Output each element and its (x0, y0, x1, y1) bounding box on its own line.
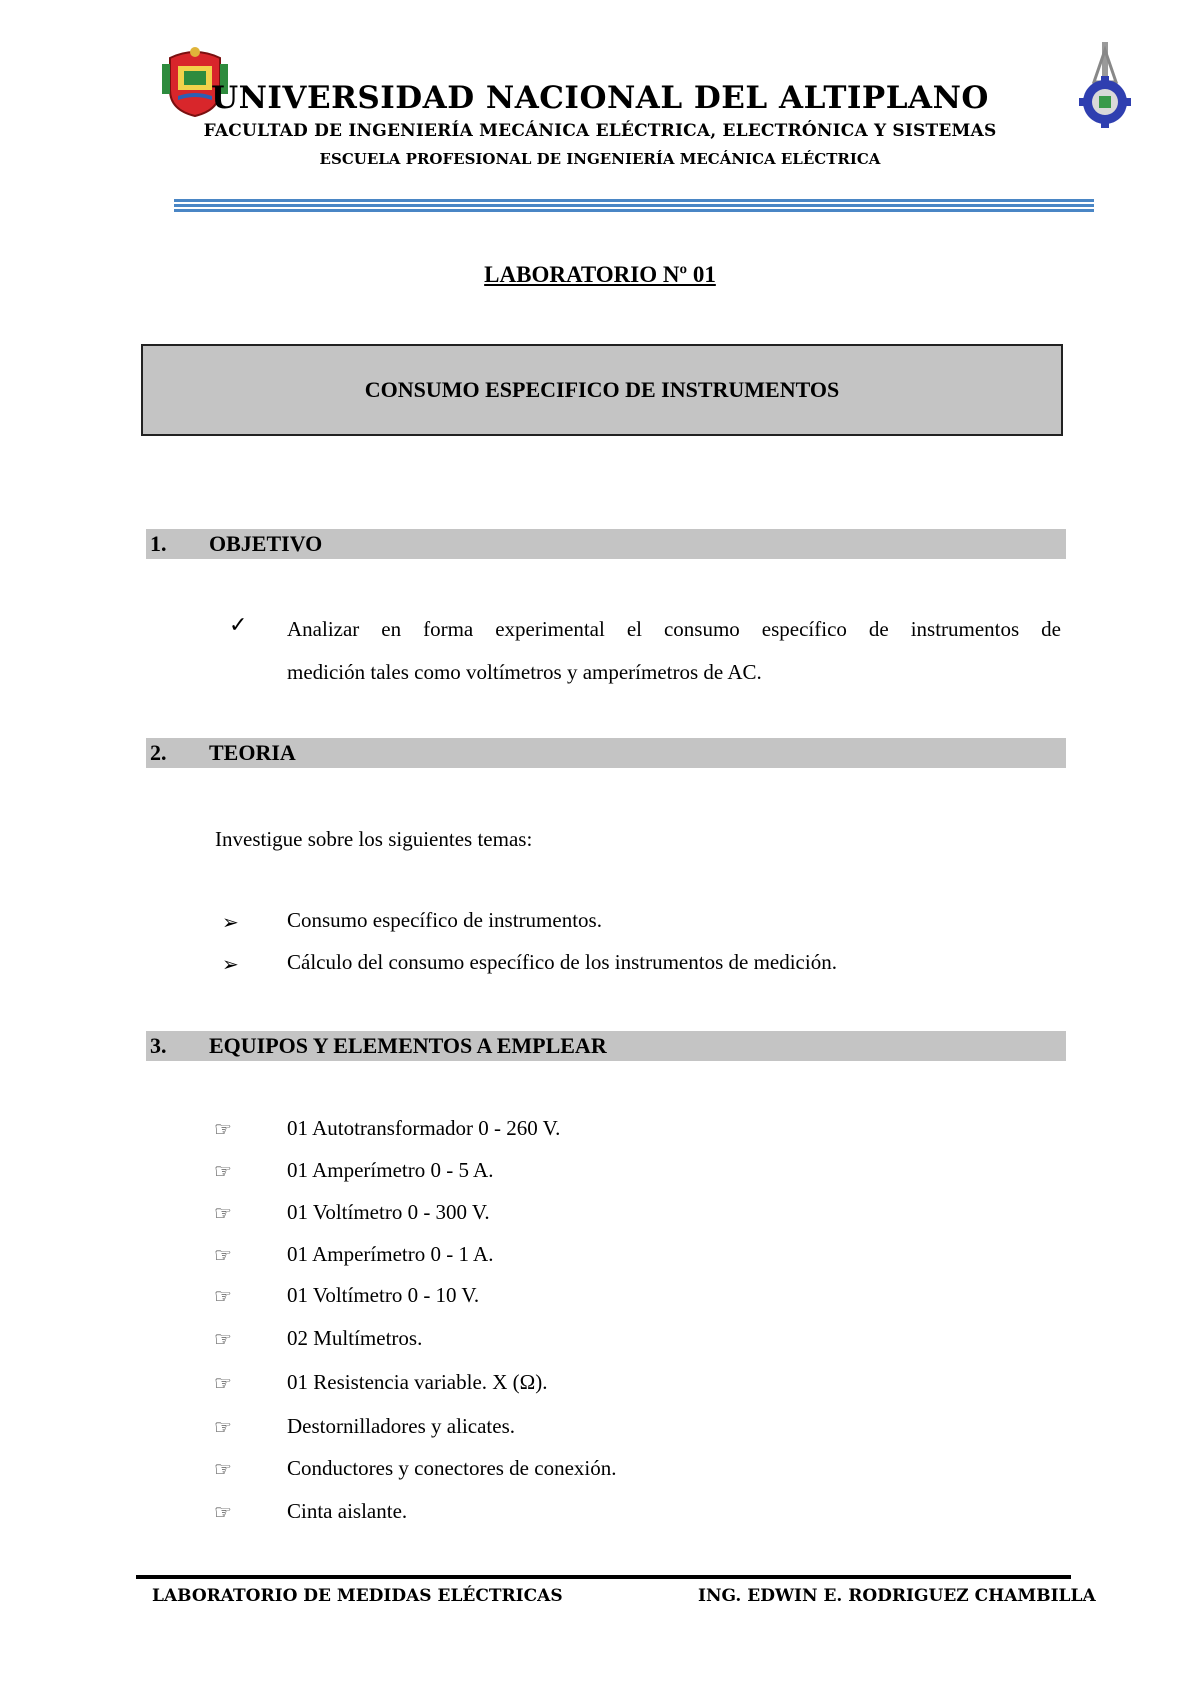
topic-title: CONSUMO ESPECIFICO DE INSTRUMENTOS (364, 377, 840, 402)
arrow-bullet-icon: ➢ (222, 912, 239, 934)
pointing-hand-icon: ☞ (214, 1161, 232, 1183)
section-header-objetivo (146, 529, 1066, 559)
list-item: 01 Voltímetro 0 - 300 V. (287, 1200, 490, 1224)
list-item: Consumo específico de instrumentos. (287, 908, 602, 932)
objective-line-2: medición tales como voltímetros y amperímetros de AC. (287, 660, 762, 684)
pointing-hand-icon: ☞ (214, 1502, 232, 1524)
list-item: 01 Autotransformador 0 - 260 V. (287, 1116, 561, 1140)
list-item: 02 Multímetros. (287, 1326, 423, 1350)
footer-course: LABORATORIO DE MEDIDAS ELÉCTRICAS (152, 1586, 563, 1606)
list-item: 01 Resistencia variable. X (Ω). (287, 1370, 548, 1394)
section-number: 1. (150, 531, 167, 556)
objective-line-1: Analizar en forma experimental el consumo específico de instrumentos de (287, 617, 1061, 641)
faculty-name: FACULTAD DE INGENIERÍA MECÁNICA ELÉCTRICA, ELECTRÓNICA Y SISTEMAS (203, 121, 997, 141)
list-item: 01 Amperímetro 0 - 1 A. (287, 1242, 494, 1266)
list-item: Conductores y conectores de conexión. (287, 1456, 617, 1480)
section-number: 2. (150, 740, 167, 765)
list-item: Cinta aislante. (287, 1499, 408, 1523)
section-header-equipos (146, 1031, 1066, 1061)
topic-box (141, 344, 1063, 436)
pointing-hand-icon: ☞ (214, 1119, 232, 1141)
pointing-hand-icon: ☞ (214, 1373, 232, 1395)
university-name: UNIVERSIDAD NACIONAL DEL ALTIPLANO (211, 80, 989, 116)
list-item: 01 Amperímetro 0 - 5 A. (287, 1158, 494, 1182)
footer-author: ING. EDWIN E. RODRIGUEZ CHAMBILLA (698, 1586, 1096, 1606)
pointing-hand-icon: ☞ (214, 1245, 232, 1267)
theory-intro: Investigue sobre los siguientes temas: (215, 827, 533, 851)
school-name: ESCUELA PROFESIONAL DE INGENIERÍA MECÁNICA ELÉCTRICA (319, 150, 881, 168)
section-header-teoria (146, 738, 1066, 768)
list-item: 01 Voltímetro 0 - 10 V. (287, 1283, 480, 1307)
list-item: Cálculo del consumo específico de los instrumentos de medición. (287, 950, 837, 974)
pointing-hand-icon: ☞ (214, 1329, 232, 1351)
list-item: Destornilladores y alicates. (287, 1414, 516, 1438)
section-title: TEORIA (209, 740, 296, 765)
pointing-hand-icon: ☞ (214, 1417, 232, 1439)
check-bullet-icon: ✓ (229, 612, 248, 637)
section-title: EQUIPOS Y ELEMENTOS A EMPLEAR (209, 1033, 607, 1058)
lab-title: LABORATORIO Nº 01 (484, 262, 716, 287)
pointing-hand-icon: ☞ (214, 1203, 232, 1225)
arrow-bullet-icon: ➢ (222, 954, 239, 976)
footer-rule (136, 1575, 1071, 1579)
section-title: OBJETIVO (209, 531, 323, 556)
header-rule (174, 199, 1094, 214)
section-number: 3. (150, 1033, 167, 1058)
pointing-hand-icon: ☞ (214, 1459, 232, 1481)
pointing-hand-icon: ☞ (214, 1286, 232, 1308)
